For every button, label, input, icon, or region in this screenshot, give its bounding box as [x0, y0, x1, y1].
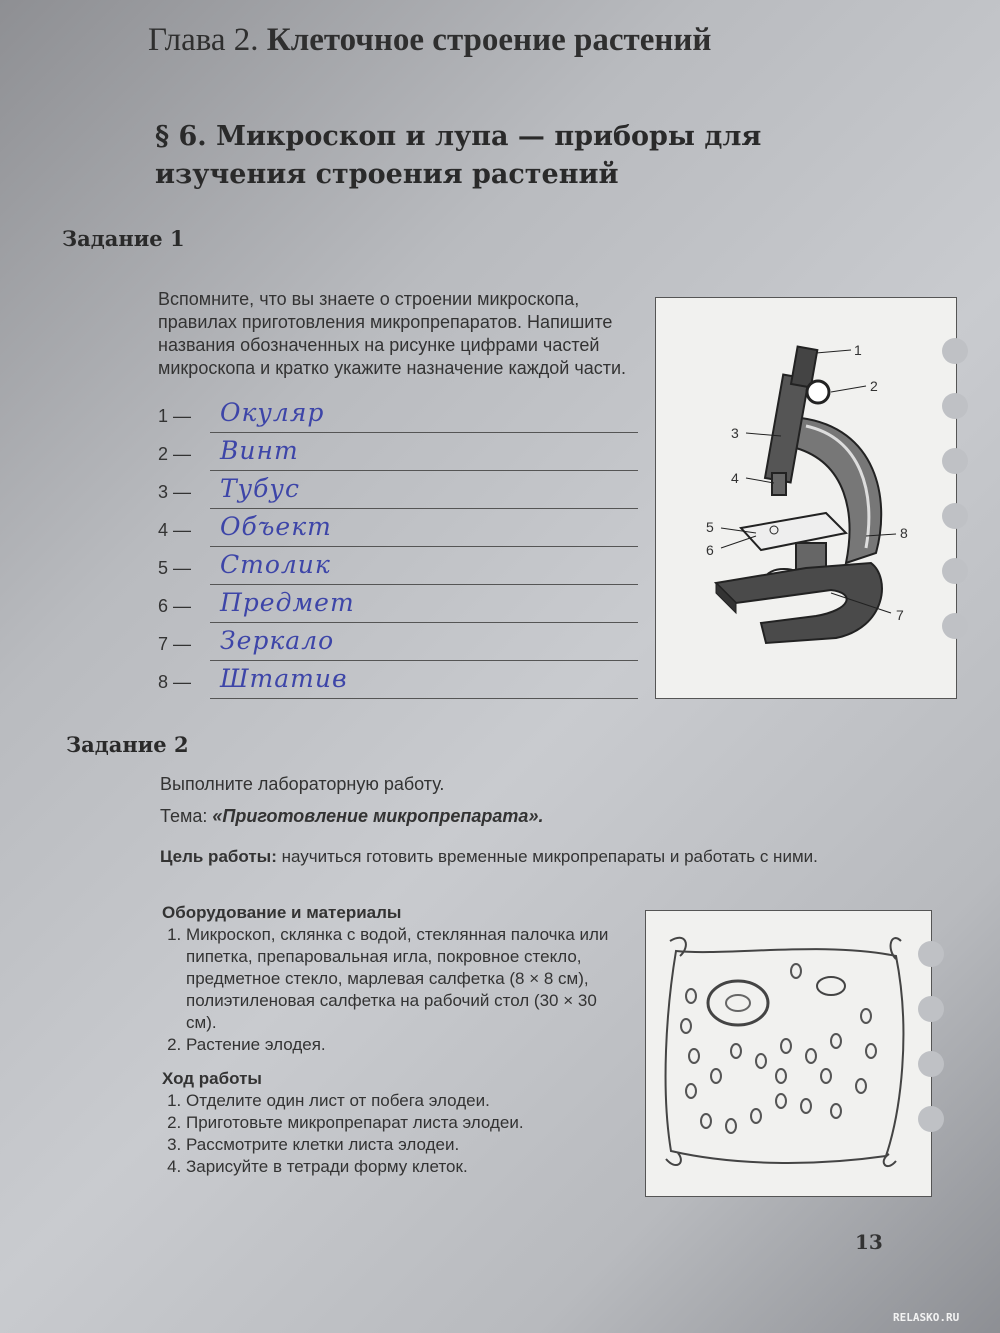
- goal-label: Цель работы:: [160, 847, 277, 866]
- nucleus-shape: [708, 981, 768, 1025]
- task2-goal: [160, 846, 900, 868]
- answer-handwriting[interactable]: Объект: [220, 512, 332, 541]
- answer-row: [158, 626, 638, 668]
- screw-shape: [807, 381, 829, 403]
- chapter-prefix: Глава 2.: [148, 22, 259, 58]
- chloroplasts: [681, 964, 876, 1133]
- answer-row: [158, 550, 638, 592]
- task2-intro: Выполните лабораторную работу.: [160, 774, 445, 794]
- answer-row: [158, 588, 638, 630]
- figure-label-4: 4: [731, 470, 739, 486]
- answer-line: [210, 622, 638, 623]
- microscope-base: [716, 563, 882, 643]
- section-title: § 6. Микроскоп и лупа — приборы для изучения строения растений: [155, 121, 762, 190]
- answer-line: [210, 584, 638, 585]
- microscope-figure: [655, 297, 957, 699]
- step-item: 4. Зарисуйте в тетради форму клеток.: [186, 1156, 622, 1178]
- figure-label-2: 2: [870, 378, 878, 394]
- answer-list: [158, 398, 638, 706]
- figure-label-6: 6: [706, 542, 714, 558]
- answer-handwriting[interactable]: Штатив: [220, 664, 348, 693]
- step-item: 2. Приготовьте микропрепарат листа элодеи.: [186, 1112, 622, 1134]
- figure-label-5: 5: [706, 519, 714, 535]
- answer-handwriting[interactable]: Предмет: [220, 588, 355, 617]
- answer-line: [210, 660, 638, 661]
- answer-number: 8 —: [158, 672, 192, 692]
- cell-sketch: [646, 911, 931, 1196]
- page-number: 13: [855, 1230, 883, 1254]
- steps-list: [162, 1090, 622, 1178]
- answer-row: [158, 474, 638, 516]
- figure-label-3: 3: [731, 425, 739, 441]
- task2-title: Задание 2: [66, 732, 189, 757]
- figure-label-1: 1: [854, 342, 862, 358]
- equipment-title: Оборудование и материалы: [162, 903, 402, 922]
- figure-label-7: 7: [896, 607, 904, 623]
- topic-value: «Приготовление микропрепарата».: [212, 806, 544, 826]
- answer-line: [210, 508, 638, 509]
- answer-line: [210, 698, 638, 699]
- microscope-drawing: [656, 298, 956, 698]
- microscope-stage: [741, 513, 846, 550]
- answer-number: 5 —: [158, 558, 192, 578]
- task1-instructions: Вспомните, что вы знаете о строении микроскопа, правилах приготовления микропрепаратов. Напишите названия обозначенных на рисунке цифрами частей микроскопа и кратко укажите назначение каждой части.: [158, 289, 627, 378]
- steps-title: Ход работы: [162, 1069, 262, 1088]
- chapter-title: Клеточное строение растений: [266, 22, 712, 58]
- step-item: 1. Отделите один лист от побега элодеи.: [186, 1090, 622, 1112]
- goal-value: научиться готовить временные микропрепараты и работать с ними.: [281, 847, 818, 866]
- task1-title: Задание 1: [62, 226, 185, 251]
- answer-number: 2 —: [158, 444, 192, 464]
- step-item: 3. Рассмотрите клетки листа элодеи.: [186, 1134, 622, 1156]
- answer-row: [158, 664, 638, 706]
- answer-row: [158, 512, 638, 554]
- answer-handwriting[interactable]: Тубус: [220, 474, 300, 503]
- figure-label-8: 8: [900, 525, 908, 541]
- answer-handwriting[interactable]: Столик: [220, 550, 331, 579]
- answer-number: 1 —: [158, 406, 192, 426]
- answer-number: 7 —: [158, 634, 192, 654]
- answer-row: [158, 398, 638, 440]
- watermark: RELASKO.RU: [893, 1311, 960, 1324]
- answer-line: [210, 432, 638, 433]
- equipment-item: 2. Растение элодея.: [186, 1034, 622, 1056]
- objective-shape: [772, 473, 786, 495]
- answer-number: 4 —: [158, 520, 192, 540]
- equipment-item: 1. Микроскоп, склянка с водой, стеклянная палочка или пипетка, препаровальная игла, покровное стекло, предметное стекло, марлевая салфетка (8 × 8 см), полиэтиленовая салфетка на рабочий стол (30 × 30 см).: [186, 924, 622, 1034]
- topic-label: Тема:: [160, 806, 208, 826]
- answer-number: 3 —: [158, 482, 192, 502]
- answer-handwriting[interactable]: Зеркало: [220, 626, 335, 655]
- answer-number: 6 —: [158, 596, 192, 616]
- equipment-section: [162, 902, 622, 1056]
- chapter-heading: [148, 22, 711, 59]
- steps-section: [162, 1068, 622, 1178]
- task2-topic: [160, 806, 900, 827]
- answer-line: [210, 470, 638, 471]
- answer-handwriting[interactable]: Винт: [220, 436, 299, 465]
- answer-handwriting[interactable]: Окуляр: [220, 398, 325, 427]
- cell-drawing-figure: [645, 910, 932, 1197]
- equipment-list: [162, 924, 622, 1056]
- answer-line: [210, 546, 638, 547]
- answer-row: [158, 436, 638, 478]
